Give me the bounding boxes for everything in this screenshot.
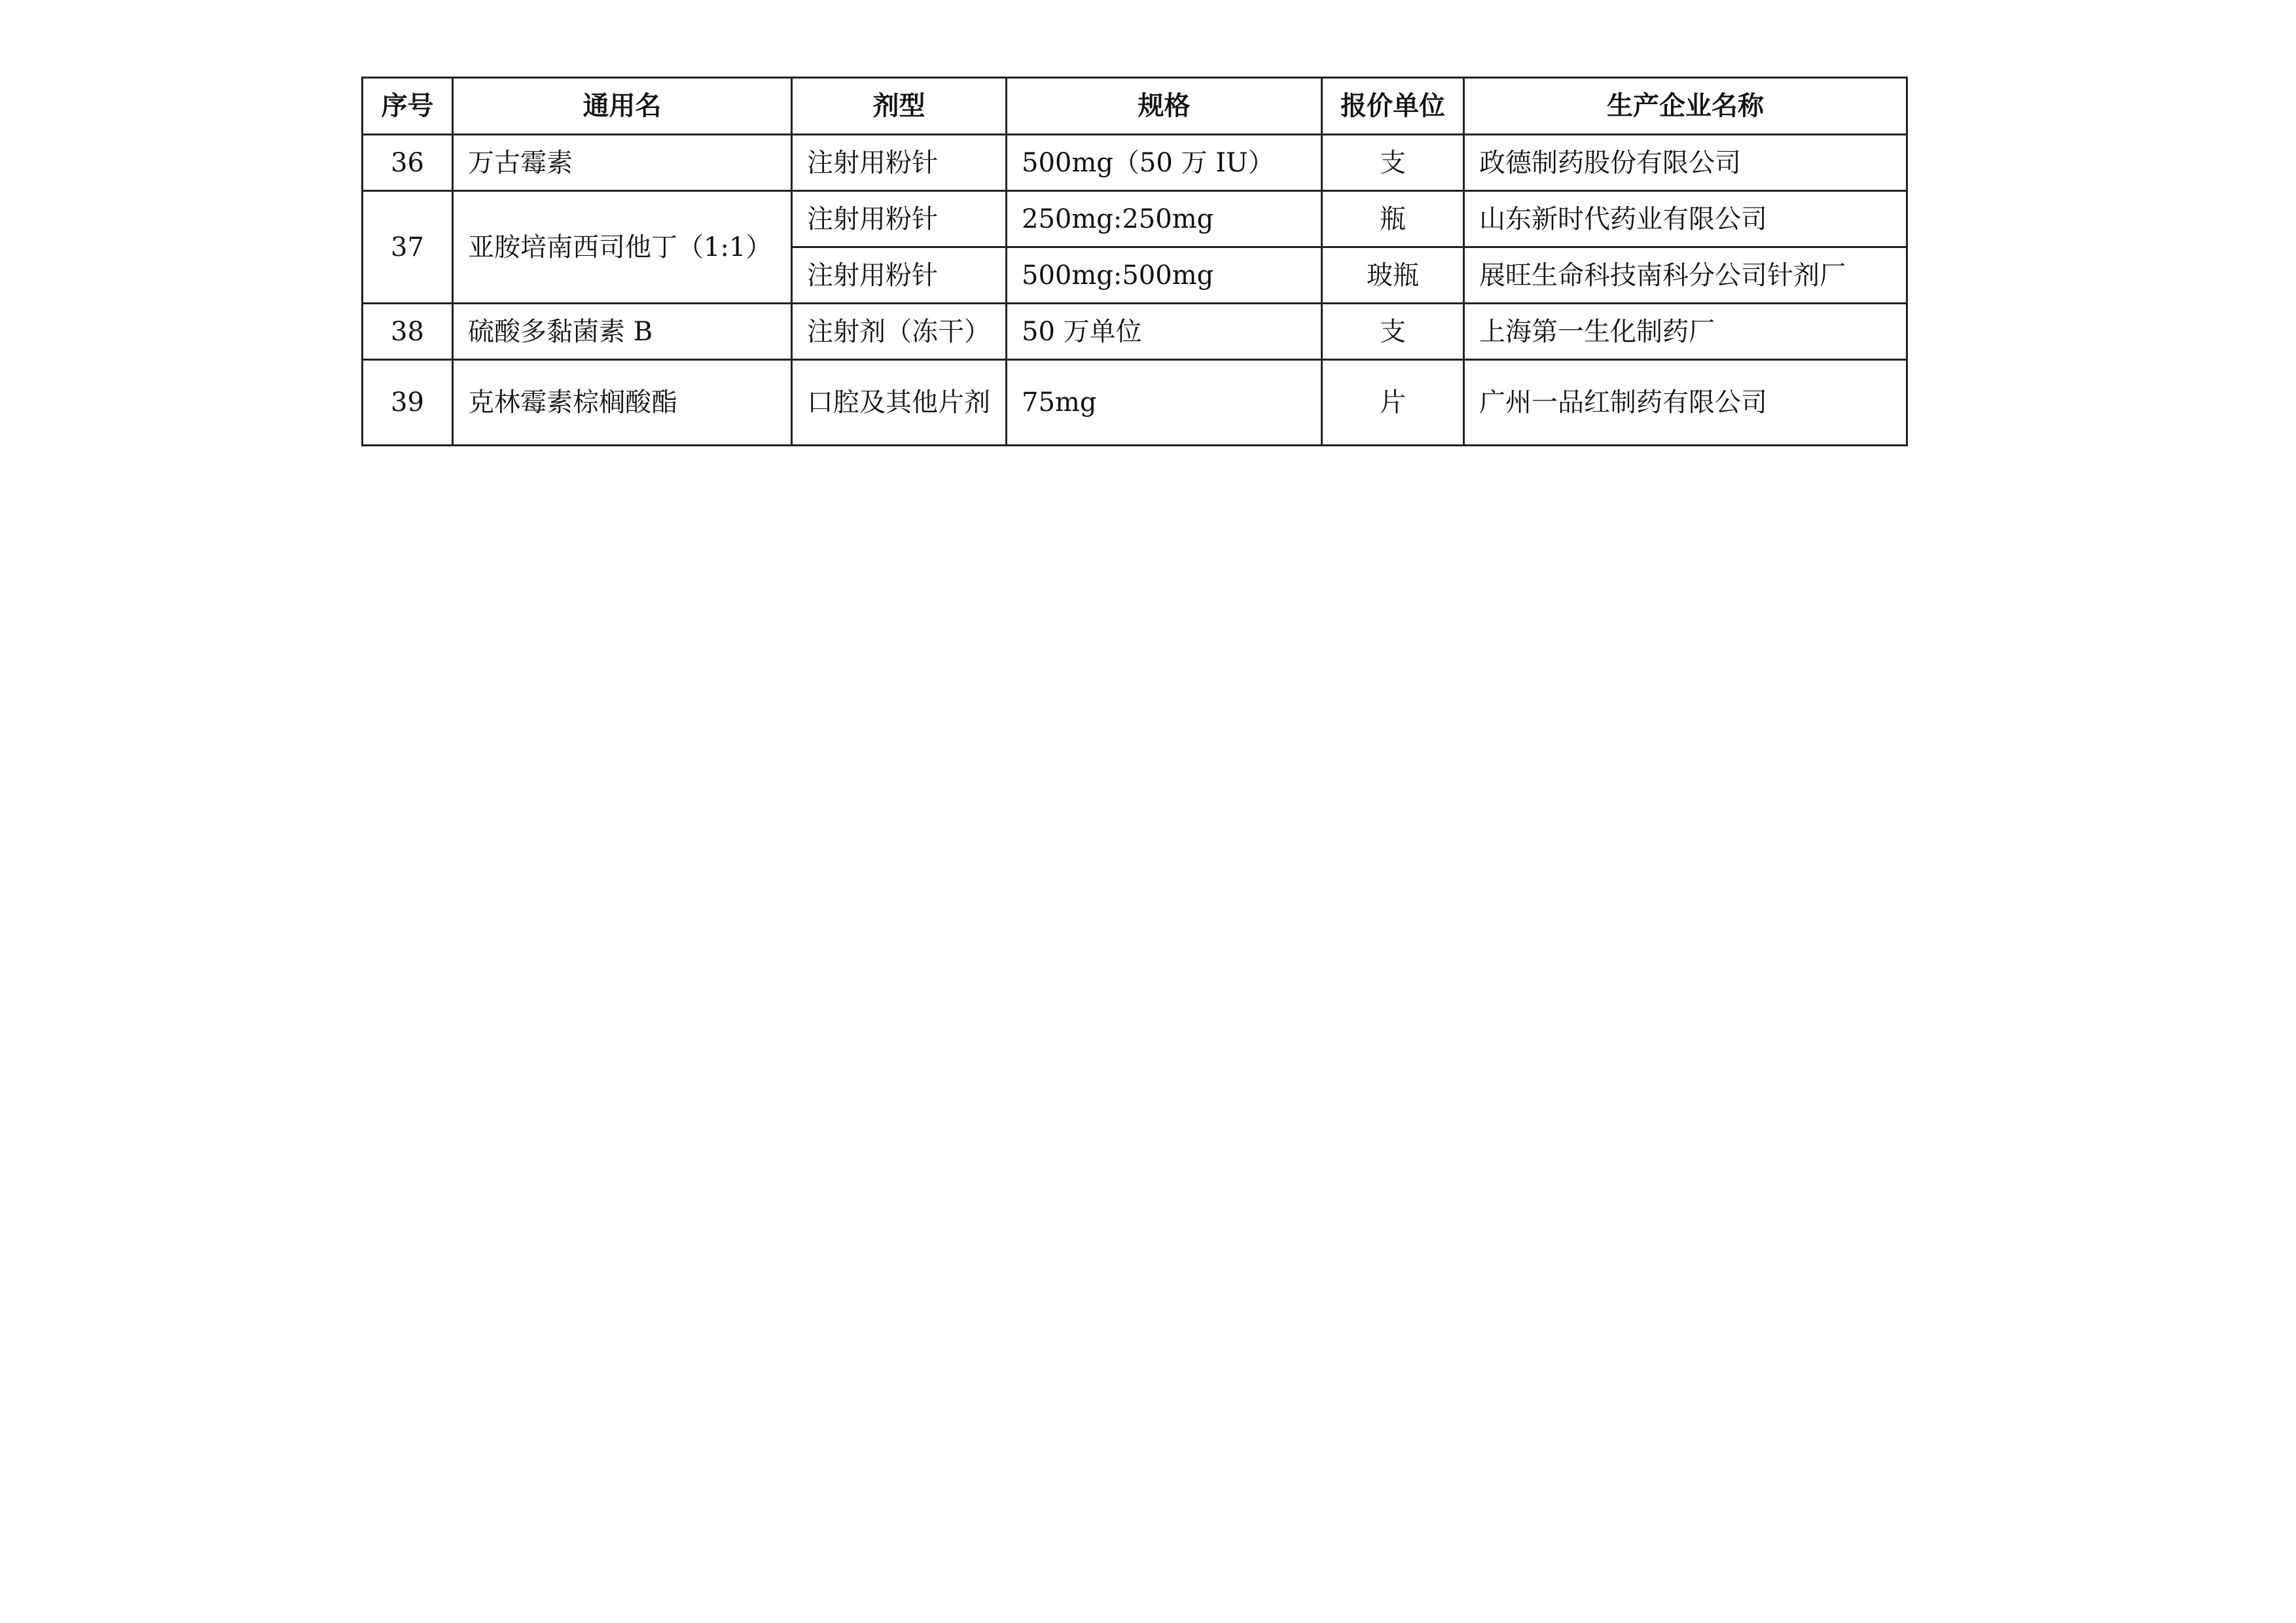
table-row: [363, 135, 1907, 191]
table-row: [363, 304, 1907, 360]
header-quote-unit: 报价单位: [1322, 78, 1464, 135]
row-quote-unit: 支: [1322, 135, 1464, 191]
row-index: 37: [363, 191, 453, 304]
row-dosage-form: 口腔及其他片剂: [792, 360, 1007, 446]
row-index: 39: [363, 360, 453, 446]
drug-price-table: [361, 77, 1908, 446]
table-body: [363, 135, 1907, 446]
row-quote-unit: 玻瓶: [1322, 247, 1464, 304]
row-manufacturer: 广州一品红制药有限公司: [1464, 360, 1907, 446]
header-manufacturer: 生产企业名称: [1464, 78, 1907, 135]
row-generic-name: 硫酸多黏菌素 B: [453, 304, 792, 360]
row-generic-name: 万古霉素: [453, 135, 792, 191]
table-row: [363, 360, 1907, 446]
row-dosage-form: 注射剂（冻干）: [792, 304, 1007, 360]
header-dosage-form: 剂型: [792, 78, 1007, 135]
row-generic-name: 亚胺培南西司他丁（1:1）: [453, 191, 792, 304]
header-row: [363, 78, 1907, 135]
row-quote-unit: 支: [1322, 304, 1464, 360]
row-specification: 500mg:500mg: [1007, 247, 1322, 304]
row-dosage-form: 注射用粉针: [792, 135, 1007, 191]
row-manufacturer: 政德制药股份有限公司: [1464, 135, 1907, 191]
row-manufacturer: 山东新时代药业有限公司: [1464, 191, 1907, 247]
row-quote-unit: 片: [1322, 360, 1464, 446]
row-manufacturer: 上海第一生化制药厂: [1464, 304, 1907, 360]
header-specification: 规格: [1007, 78, 1322, 135]
row-specification: 50 万单位: [1007, 304, 1322, 360]
row-dosage-form: 注射用粉针: [792, 247, 1007, 304]
row-generic-name: 克林霉素棕榈酸酯: [453, 360, 792, 446]
row-index: 36: [363, 135, 453, 191]
table-row: [363, 191, 1907, 247]
table-header: [363, 78, 1907, 135]
header-generic-name: 通用名: [453, 78, 792, 135]
row-specification: 75mg: [1007, 360, 1322, 446]
row-dosage-form: 注射用粉针: [792, 191, 1007, 247]
header-index: 序号: [363, 78, 453, 135]
row-manufacturer: 展旺生命科技南科分公司针剂厂: [1464, 247, 1907, 304]
row-specification: 250mg:250mg: [1007, 191, 1322, 247]
row-index: 38: [363, 304, 453, 360]
row-specification: 500mg（50 万 IU）: [1007, 135, 1322, 191]
row-quote-unit: 瓶: [1322, 191, 1464, 247]
